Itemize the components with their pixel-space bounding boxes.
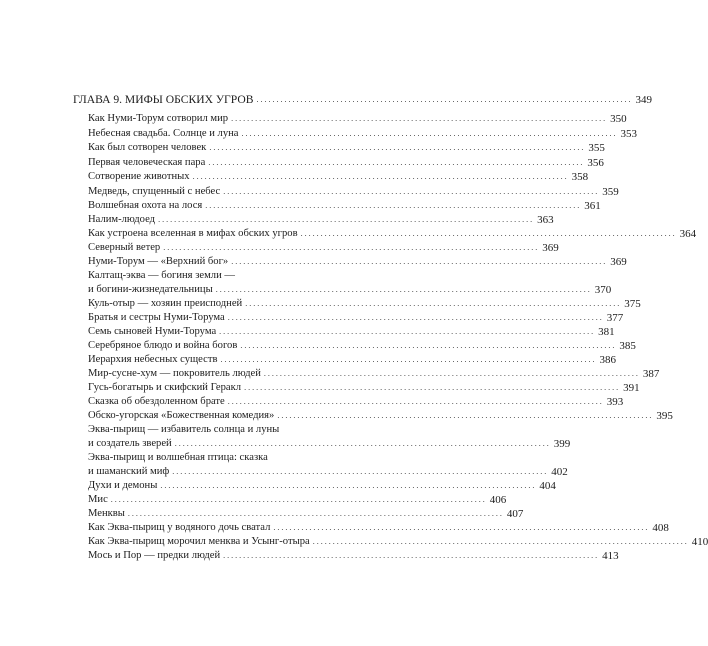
toc-entry: [88, 494, 507, 506]
toc-entry-title: и создатель зверей: [88, 438, 172, 449]
toc-entry-title: Сказка об обездоленном брате: [88, 396, 225, 407]
dot-leader: ..............................................................................................: [110, 495, 487, 504]
toc-entry-title: Первая человеческая пара: [88, 157, 206, 168]
toc-entry-title: Налим-людоед: [88, 214, 156, 225]
toc-page-number: 361: [584, 200, 601, 212]
toc-entry: [88, 536, 708, 548]
toc-entry-title: Медведь, спущенный с небес: [88, 186, 221, 197]
toc-page-number: 395: [656, 410, 673, 422]
dot-leader: ..............................................................................................: [158, 215, 535, 224]
toc-entry: [88, 157, 604, 169]
toc-entry-title: Сотворение животных: [88, 171, 190, 182]
toc-page-number: 386: [599, 354, 616, 366]
toc-entry: [88, 113, 627, 125]
toc-entry: [88, 171, 589, 183]
toc-page-number: 399: [553, 438, 571, 450]
toc-entry-title: Братья и сестры Нуми-Торума: [88, 312, 225, 323]
toc-page-number: 356: [587, 157, 604, 169]
toc-entry-title: Мир-сусне-хум — покровитель людей: [88, 368, 261, 379]
dot-leader: ..............................................................................................: [312, 537, 689, 546]
toc-entry: [88, 466, 568, 478]
toc-page-number: 364: [679, 228, 697, 240]
toc-entry-title: Обско-угорская «Божественная комедия»: [88, 410, 275, 421]
toc-entry: [88, 142, 605, 154]
dot-leader: ..............................................................................................: [223, 551, 600, 560]
dot-leader: ..............................................................................................: [244, 383, 621, 392]
toc-entry: [88, 242, 559, 254]
toc-entry-title: Гусь-богатырь и скифский Геракл: [88, 382, 242, 393]
toc-entry-title: Духи и демоны: [88, 480, 158, 491]
dot-leader: ..............................................................................................: [231, 114, 608, 123]
toc-entry-title: Волшебная охота на лося: [88, 200, 203, 211]
toc-page-number: 413: [602, 550, 619, 562]
toc-chapter-title: ГЛАВА 9. МИФЫ ОБСКИХ УГРОВ: [73, 93, 254, 106]
toc-entry-title: Как Эква-пырищ у водяного дочь сватал: [88, 522, 271, 533]
toc-page-number: 404: [539, 480, 556, 492]
toc-entry-title: Иерархия небесных существ: [88, 354, 218, 365]
toc-page-number: 393: [606, 396, 624, 408]
toc-entry: [88, 256, 627, 268]
dot-leader: ..............................................................................................: [273, 523, 650, 532]
dot-leader: ..............................................................................................: [241, 129, 618, 138]
toc-entry: [88, 522, 669, 534]
toc-page-number: 350: [610, 113, 627, 125]
dot-leader: ..............................................................................................: [160, 481, 537, 490]
toc-entry: [88, 382, 640, 394]
dot-leader: ..............................................................................................: [300, 229, 677, 238]
dot-leader: ..............................................................................................: [215, 285, 592, 294]
toc-page-number: 375: [624, 298, 641, 310]
toc-entry: [88, 186, 619, 198]
toc-chapter-heading: [73, 93, 652, 106]
dot-leader: ..............................................................................................: [220, 355, 597, 364]
toc-page-number: 391: [623, 382, 640, 394]
toc-entry-title: Нуми-Торум — «Верхний бог»: [88, 256, 229, 267]
dot-leader: ..............................................................................................: [263, 369, 640, 378]
toc-entry-title: Мис: [88, 494, 108, 505]
toc-page-number: 353: [620, 128, 638, 140]
toc-entry: [88, 298, 641, 310]
dot-leader: ..............................................................................................: [256, 95, 633, 104]
dot-leader: ..............................................................................................: [245, 299, 622, 308]
dot-leader: ..............................................................................................: [240, 341, 617, 350]
dot-leader: ..............................................................................................: [223, 187, 600, 196]
toc-entry-title: Как устроена вселенная в мифах обских угров: [88, 228, 298, 239]
toc-entry-title: Менквы: [88, 508, 125, 519]
toc-entry: [88, 438, 571, 450]
toc-entry-title: и шаманский миф: [88, 466, 170, 477]
toc-page-number: 381: [598, 326, 615, 338]
toc-entry: [88, 326, 615, 338]
dot-leader: ..............................................................................................: [205, 201, 582, 210]
toc-page-number: 355: [588, 142, 605, 154]
toc-entry: [88, 368, 660, 380]
toc-entry: [88, 396, 624, 408]
toc-entry: [88, 312, 624, 324]
toc-entry-title: Как Нуми-Торум сотворил мир: [88, 113, 229, 124]
toc-entry: [88, 480, 556, 492]
dot-leader: ..............................................................................................: [227, 397, 604, 406]
toc-page-number: 369: [542, 242, 559, 254]
toc-entry-title: Семь сыновей Нуми-Торума: [88, 326, 217, 337]
toc-entry-title: Как Эква-пырищ морочил менква и Усынг-отыра: [88, 536, 310, 547]
toc-page-number: 377: [606, 312, 624, 324]
toc-page-number: 402: [551, 466, 568, 478]
toc-page-number: 406: [489, 494, 507, 506]
toc-entry-title: Как был сотворен человек: [88, 142, 207, 153]
toc-entry: [88, 200, 601, 212]
toc-page-number: 385: [619, 340, 636, 352]
toc-page-number: 370: [594, 284, 612, 296]
toc-entry-title: Северный ветер: [88, 242, 161, 253]
dot-leader: ..............................................................................................: [163, 243, 540, 252]
toc-entry-title: и богини-жизнедательницы: [88, 284, 213, 295]
toc-entry-title: Небесная свадьба. Солнце и луна: [88, 128, 239, 139]
dot-leader: ..............................................................................................: [277, 411, 654, 420]
toc-entry: [88, 340, 636, 352]
toc-page-number: 363: [537, 214, 554, 226]
toc-page-number: 408: [652, 522, 669, 534]
toc-entry-title-line1: Калтащ-эква — богиня земли —: [88, 270, 235, 281]
toc-entry: [88, 214, 554, 226]
toc-page-number: 369: [610, 256, 627, 268]
toc-entry: [88, 410, 673, 422]
toc-entry: [88, 354, 616, 366]
dot-leader: ..............................................................................................: [127, 509, 504, 518]
toc-entry-title-line1: Эква-пырищ и волшебная птица: сказка: [88, 452, 268, 463]
toc-entry: [88, 128, 638, 140]
toc-page-number: 349: [635, 94, 652, 106]
toc-page-number: 410: [691, 536, 708, 548]
dot-leader: ..............................................................................................: [209, 143, 586, 152]
dot-leader: ..............................................................................................: [172, 467, 549, 476]
dot-leader: ..............................................................................................: [192, 172, 569, 181]
toc-page-number: 387: [642, 368, 660, 380]
toc-page-number: 407: [506, 508, 524, 520]
toc-entry-title-line1: Эква-пырищ — избавитель солнца и луны: [88, 424, 280, 435]
dot-leader: ..............................................................................................: [231, 257, 608, 266]
dot-leader: ..............................................................................................: [227, 313, 604, 322]
toc-page-number: 359: [602, 186, 619, 198]
toc-entry: [88, 228, 697, 240]
toc-entry-title: Мось и Пор — предки людей: [88, 550, 221, 561]
dot-leader: ..............................................................................................: [174, 439, 551, 448]
toc-entry: [88, 508, 524, 520]
dot-leader: ..............................................................................................: [208, 158, 585, 167]
toc-page-number: 358: [571, 171, 589, 183]
toc-entry: [88, 284, 612, 296]
toc-entry: [88, 550, 619, 562]
toc-entry-title: Серебряное блюдо и война богов: [88, 340, 238, 351]
dot-leader: ..............................................................................................: [219, 327, 596, 336]
toc-entry-title: Куль-отыр — хозяин преисподней: [88, 298, 243, 309]
